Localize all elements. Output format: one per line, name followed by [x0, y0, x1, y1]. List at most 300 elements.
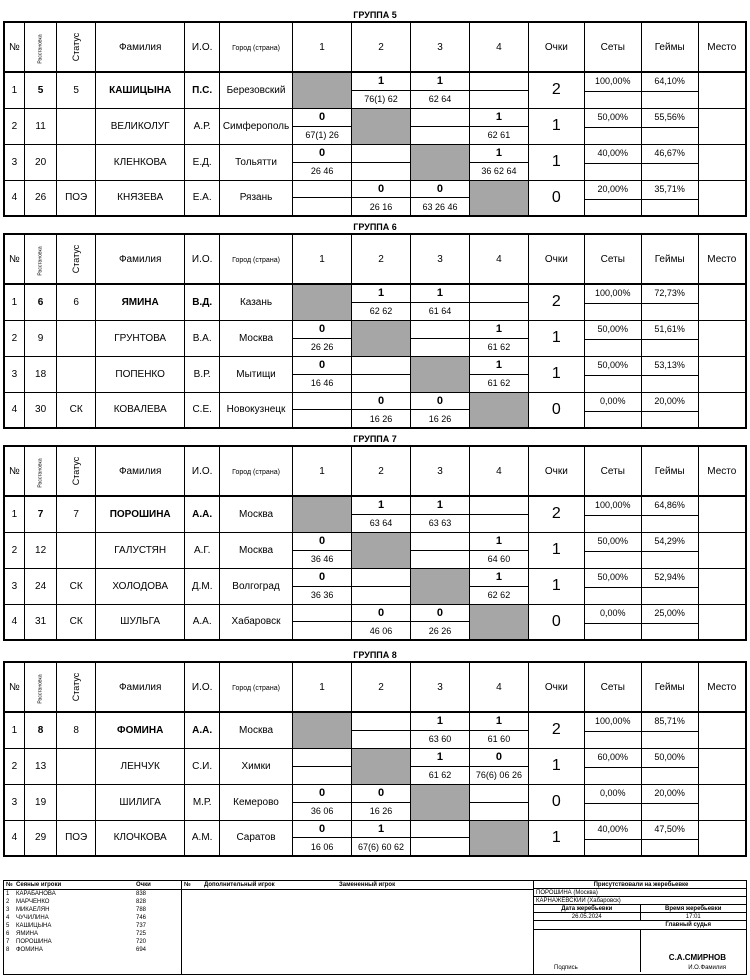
match-score	[293, 766, 351, 784]
header-round-1-label: 1	[319, 465, 325, 477]
player-points: 2	[528, 72, 584, 108]
seed-name: ПОРОШИНА	[16, 939, 52, 945]
sets-percent: 50,00%	[597, 323, 629, 334]
games-cell	[641, 496, 698, 532]
seed-rank: 31	[24, 604, 57, 640]
player-row	[4, 180, 746, 216]
seed-rank: 12	[24, 532, 57, 568]
player-row	[4, 532, 746, 568]
games-percent: 72,73%	[654, 288, 685, 298]
seed-rank: 18	[24, 356, 57, 392]
player-place	[698, 284, 746, 320]
sets-blank	[585, 199, 641, 215]
match-score: 61 62	[411, 766, 469, 784]
games-cell	[641, 604, 698, 640]
games-cell	[641, 320, 698, 356]
row-number: 1	[4, 712, 24, 748]
games-blank	[642, 623, 698, 639]
match-score	[352, 586, 410, 604]
sets-wrap	[585, 393, 641, 428]
sets-wrap	[585, 357, 641, 392]
player-last-name: ФОМИНА	[95, 712, 184, 748]
header-place-label: Место	[707, 681, 737, 693]
player-initials: А.А.	[185, 604, 220, 640]
header-sets-label: Сеты	[600, 253, 625, 265]
header-place-label: Место	[707, 41, 737, 53]
self-match-cell	[469, 180, 528, 216]
player-initials: С.И.	[185, 748, 220, 784]
player-city: Саратов	[219, 820, 292, 856]
games-blank	[642, 839, 698, 855]
sets-cell	[584, 604, 641, 640]
sets-percent: 50,00%	[597, 571, 629, 582]
match-result	[470, 569, 528, 604]
sets-cell	[584, 392, 641, 428]
header-initials-label: И.О.	[191, 465, 213, 477]
player-city: Казань	[219, 284, 292, 320]
games-blank	[642, 731, 698, 747]
match-win-flag	[293, 749, 351, 766]
sets-cell	[584, 356, 641, 392]
seed-num: 7	[6, 939, 10, 945]
header-status-label: Статус	[71, 672, 82, 701]
header-round-2-label: 2	[378, 41, 384, 53]
match-score: 61 62	[470, 374, 528, 392]
sets-percent: 0,00%	[600, 787, 626, 798]
games-wrap	[642, 393, 698, 428]
seed-points: 746	[136, 915, 147, 921]
row-number: 4	[4, 392, 24, 428]
match-win-flag: 1	[436, 75, 444, 88]
sets-cell	[584, 72, 641, 108]
player-city: Волгоград	[219, 568, 292, 604]
match-score: 67(6) 60 62	[352, 837, 410, 855]
match-cell-3	[411, 320, 470, 356]
player-city: Хабаровск	[219, 604, 292, 640]
match-score: 61 60	[470, 730, 528, 748]
player-row	[4, 496, 746, 532]
match-cell-1	[293, 392, 352, 428]
sets-cell	[584, 748, 641, 784]
header-initials-label: И.О.	[191, 681, 213, 693]
seed-num: 8	[6, 947, 10, 953]
games-percent: 52,94%	[654, 571, 685, 582]
match-score	[293, 621, 351, 639]
header-status	[57, 22, 96, 72]
match-cell-4	[469, 784, 528, 820]
games-wrap	[642, 73, 698, 108]
header-place	[698, 446, 746, 496]
sets-blank	[585, 767, 641, 784]
player-row	[4, 320, 746, 356]
match-result	[293, 605, 351, 640]
player-city: Москва	[219, 320, 292, 356]
match-cell-4	[469, 284, 528, 320]
sets-wrap	[585, 749, 641, 784]
match-result	[411, 533, 469, 568]
match-result	[352, 393, 410, 428]
games-percent: 54,29%	[654, 535, 685, 546]
match-cell-3	[411, 108, 470, 144]
player-place	[698, 604, 746, 640]
header-sets	[584, 234, 641, 284]
match-cell-2	[352, 356, 411, 392]
match-win-flag	[352, 357, 410, 374]
games-percent: 25,00%	[654, 607, 685, 618]
header-num-label: №	[9, 465, 20, 477]
match-result	[470, 73, 528, 108]
match-cell-3	[411, 180, 470, 216]
match-win-flag: 0	[319, 359, 326, 371]
match-win-flag	[411, 821, 469, 838]
player-initials: Е.А.	[185, 180, 220, 216]
draw-datetime-header	[534, 905, 746, 913]
header-initials	[185, 446, 220, 496]
group-table	[3, 233, 747, 429]
header-games	[641, 446, 698, 496]
match-score	[411, 837, 469, 855]
present-person: ПОРОШИНА (Москва)	[534, 889, 746, 897]
match-win-flag: 0	[319, 787, 326, 799]
match-result	[470, 109, 528, 144]
match-result	[411, 393, 469, 428]
present-header: Присутствовали на жеребьевке	[534, 881, 746, 889]
player-row	[4, 568, 746, 604]
games-blank	[642, 303, 698, 319]
match-score: 67(1) 26	[293, 126, 351, 144]
match-cell-1	[293, 568, 352, 604]
row-number: 1	[4, 496, 24, 532]
row-number: 1	[4, 284, 24, 320]
header-round-3-label: 3	[437, 253, 443, 265]
seed-name: ЯМИНА	[16, 931, 38, 937]
player-initials: Д.М.	[185, 568, 220, 604]
header-last-name-label: Фамилия	[118, 41, 162, 53]
sets-percent: 50,00%	[597, 111, 629, 122]
player-last-name: КЛОЧКОВА	[95, 820, 184, 856]
sets-cell	[584, 108, 641, 144]
match-score: 62 62	[352, 302, 410, 320]
self-match-cell	[352, 108, 411, 144]
group-title: ГРУППА 8	[353, 650, 397, 660]
match-cell-3	[411, 748, 470, 784]
player-status: СК	[57, 568, 96, 604]
match-win-flag	[352, 569, 410, 586]
match-score: 76(6) 06 26	[470, 766, 528, 784]
match-cell-2	[352, 392, 411, 428]
player-row	[4, 820, 746, 856]
match-cell-1	[293, 784, 352, 820]
player-row	[4, 748, 746, 784]
header-row	[4, 446, 746, 496]
player-last-name: ЛЕНЧУК	[95, 748, 184, 784]
self-match-cell	[469, 392, 528, 428]
player-points: 1	[528, 144, 584, 180]
match-score: 62 64	[411, 90, 469, 108]
match-result	[411, 109, 469, 144]
header-city-label: Город (страна)	[232, 468, 280, 476]
header-round-3	[411, 446, 470, 496]
sets-blank	[585, 803, 641, 820]
games-percent: 53,13%	[654, 359, 685, 370]
sets-cell	[584, 144, 641, 180]
sets-blank	[585, 163, 641, 180]
player-last-name: ВЕЛИКОЛУГ	[95, 108, 184, 144]
header-city-label: Город (страна)	[232, 684, 280, 692]
header-round-3-label: 3	[437, 41, 443, 53]
match-result	[352, 357, 410, 392]
sets-blank	[585, 339, 641, 356]
sets-blank	[585, 731, 641, 747]
match-cell-4	[469, 748, 528, 784]
match-score	[470, 90, 528, 108]
sets-percent: 100,00%	[595, 288, 631, 298]
seed-row	[4, 898, 181, 906]
self-match-cell	[293, 712, 352, 748]
seed-num: 2	[6, 899, 10, 905]
match-result	[352, 821, 410, 856]
sets-percent: 20,00%	[597, 183, 629, 194]
sets-blank	[585, 623, 641, 639]
games-cell	[641, 784, 698, 820]
header-round-2-label: 2	[378, 253, 384, 265]
match-result	[411, 321, 469, 356]
sets-blank	[585, 551, 641, 568]
header-last-name-label: Фамилия	[118, 465, 162, 477]
header-round-2	[352, 22, 411, 72]
sets-blank	[585, 303, 641, 319]
match-cell-2	[352, 180, 411, 216]
header-rank	[24, 234, 57, 284]
match-win-flag	[293, 181, 351, 198]
match-win-flag: 1	[436, 751, 444, 763]
self-match-cell	[293, 496, 352, 532]
player-points: 0	[528, 392, 584, 428]
sets-blank	[585, 515, 641, 531]
seed-points: 720	[136, 939, 147, 945]
match-score: 16 26	[352, 802, 410, 820]
draw-footer	[3, 880, 747, 975]
match-result	[470, 713, 528, 748]
seed-points: 725	[136, 931, 147, 937]
header-round-1-label: 1	[319, 253, 325, 265]
match-cell-3	[411, 72, 470, 108]
match-result	[352, 785, 410, 820]
match-win-flag: 0	[495, 751, 502, 763]
games-cell	[641, 748, 698, 784]
match-cell-4	[469, 532, 528, 568]
player-points: 2	[528, 496, 584, 532]
sets-percent: 0,00%	[600, 607, 626, 618]
player-row	[4, 392, 746, 428]
group-table	[3, 445, 747, 641]
sets-wrap	[585, 605, 641, 640]
sets-percent: 100,00%	[595, 500, 631, 510]
games-wrap	[642, 749, 698, 784]
player-place	[698, 748, 746, 784]
header-round-1	[293, 662, 352, 712]
player-points: 1	[528, 356, 584, 392]
seed-points: 828	[136, 899, 147, 905]
games-wrap	[642, 321, 698, 356]
games-cell	[641, 144, 698, 180]
match-result	[470, 321, 528, 356]
games-cell	[641, 284, 698, 320]
games-blank	[642, 803, 698, 820]
match-result	[293, 821, 351, 856]
group-title: ГРУППА 6	[353, 222, 397, 232]
header-place-label: Место	[707, 253, 737, 265]
match-score	[352, 162, 410, 180]
match-result	[352, 145, 410, 180]
judge-divider	[640, 930, 641, 972]
player-points: 0	[528, 784, 584, 820]
self-match-cell	[469, 604, 528, 640]
match-win-flag	[352, 713, 410, 730]
match-score: 26 26	[293, 338, 351, 356]
games-percent: 64,10%	[654, 76, 685, 86]
match-cell-2	[352, 568, 411, 604]
seed-rank: 9	[24, 320, 57, 356]
match-cell-3	[411, 712, 470, 748]
header-initials	[185, 662, 220, 712]
player-city: Химки	[219, 748, 292, 784]
player-place	[698, 496, 746, 532]
header-status-label: Статус	[71, 32, 82, 61]
sets-cell	[584, 712, 641, 748]
header-last-name	[95, 234, 184, 284]
player-city: Кемерово	[219, 784, 292, 820]
player-last-name: КНЯЗЕВА	[95, 180, 184, 216]
player-status	[57, 144, 96, 180]
player-status: 7	[57, 496, 96, 532]
player-last-name: КЛЕНКОВА	[95, 144, 184, 180]
player-status	[57, 356, 96, 392]
match-cell-2	[352, 144, 411, 180]
sets-percent: 100,00%	[595, 76, 631, 86]
match-cell-4	[469, 568, 528, 604]
match-result	[293, 357, 351, 392]
match-score: 62 62	[470, 586, 528, 604]
games-blank	[642, 515, 698, 531]
sets-cell	[584, 180, 641, 216]
match-win-flag: 0	[319, 535, 326, 547]
player-points: 1	[528, 320, 584, 356]
match-result	[470, 533, 528, 568]
match-result	[293, 749, 351, 784]
header-num-label: №	[9, 253, 20, 265]
sets-blank	[585, 839, 641, 855]
match-win-flag: 1	[495, 571, 502, 583]
player-initials: В.А.	[185, 320, 220, 356]
match-result	[293, 109, 351, 144]
match-score: 62 61	[470, 126, 528, 144]
match-score: 26 16	[352, 197, 410, 215]
player-place	[698, 712, 746, 748]
seed-row	[4, 914, 181, 922]
match-win-flag: 0	[319, 571, 326, 583]
match-result	[470, 497, 528, 532]
player-row	[4, 604, 746, 640]
match-score: 61 62	[470, 338, 528, 356]
match-cell-4	[469, 496, 528, 532]
match-cell-1	[293, 748, 352, 784]
match-score: 36 36	[293, 586, 351, 604]
match-cell-3	[411, 392, 470, 428]
match-cell-1	[293, 108, 352, 144]
header-round-2	[352, 662, 411, 712]
header-num-label: №	[9, 41, 20, 53]
header-last-name-label: Фамилия	[118, 681, 162, 693]
match-cell-1	[293, 180, 352, 216]
player-status	[57, 784, 96, 820]
header-round-1-label: 1	[319, 681, 325, 693]
player-initials: А.А.	[185, 712, 220, 748]
header-rank-label: Расстановка	[37, 673, 44, 704]
self-match-cell	[411, 144, 470, 180]
header-rank	[24, 662, 57, 712]
header-games	[641, 22, 698, 72]
header-num	[4, 234, 24, 284]
sets-wrap	[585, 713, 641, 748]
sets-wrap	[585, 533, 641, 568]
match-cell-4	[469, 356, 528, 392]
header-round-3	[411, 234, 470, 284]
header-city-label: Город (страна)	[232, 256, 280, 264]
match-score: 76(1) 62	[352, 90, 410, 108]
match-win-flag: 1	[495, 323, 502, 335]
match-result	[411, 285, 469, 320]
header-rank-label: Расстановка	[37, 457, 44, 488]
games-percent: 85,71%	[654, 716, 685, 726]
match-result	[293, 785, 351, 820]
match-win-flag	[470, 497, 528, 514]
header-round-3	[411, 662, 470, 712]
header-round-1	[293, 446, 352, 496]
player-last-name: ЯМИНА	[95, 284, 184, 320]
match-result	[411, 73, 469, 108]
match-score	[470, 514, 528, 532]
group-title: ГРУППА 7	[353, 434, 397, 444]
seed-points: 737	[136, 923, 147, 929]
match-result	[470, 145, 528, 180]
sets-wrap	[585, 181, 641, 216]
player-status: СК	[57, 604, 96, 640]
games-cell	[641, 180, 698, 216]
player-city: Москва	[219, 496, 292, 532]
match-result	[411, 821, 469, 856]
match-cell-1	[293, 604, 352, 640]
match-score: 63 26 46	[411, 197, 469, 215]
games-percent: 51,61%	[654, 323, 685, 334]
seed-num: 1	[6, 891, 10, 897]
match-result	[352, 285, 410, 320]
header-status-label: Статус	[71, 244, 82, 273]
match-win-flag: 0	[319, 822, 326, 835]
player-points: 0	[528, 604, 584, 640]
chief-judge-label: Главный судья	[534, 921, 746, 930]
row-number: 4	[4, 604, 24, 640]
match-result	[352, 73, 410, 108]
row-number: 3	[4, 144, 24, 180]
match-win-flag: 0	[319, 147, 326, 159]
draw-info	[534, 881, 746, 974]
header-games	[641, 662, 698, 712]
games-wrap	[642, 497, 698, 532]
match-win-flag: 1	[436, 715, 444, 728]
header-sets	[584, 446, 641, 496]
self-match-cell	[352, 532, 411, 568]
